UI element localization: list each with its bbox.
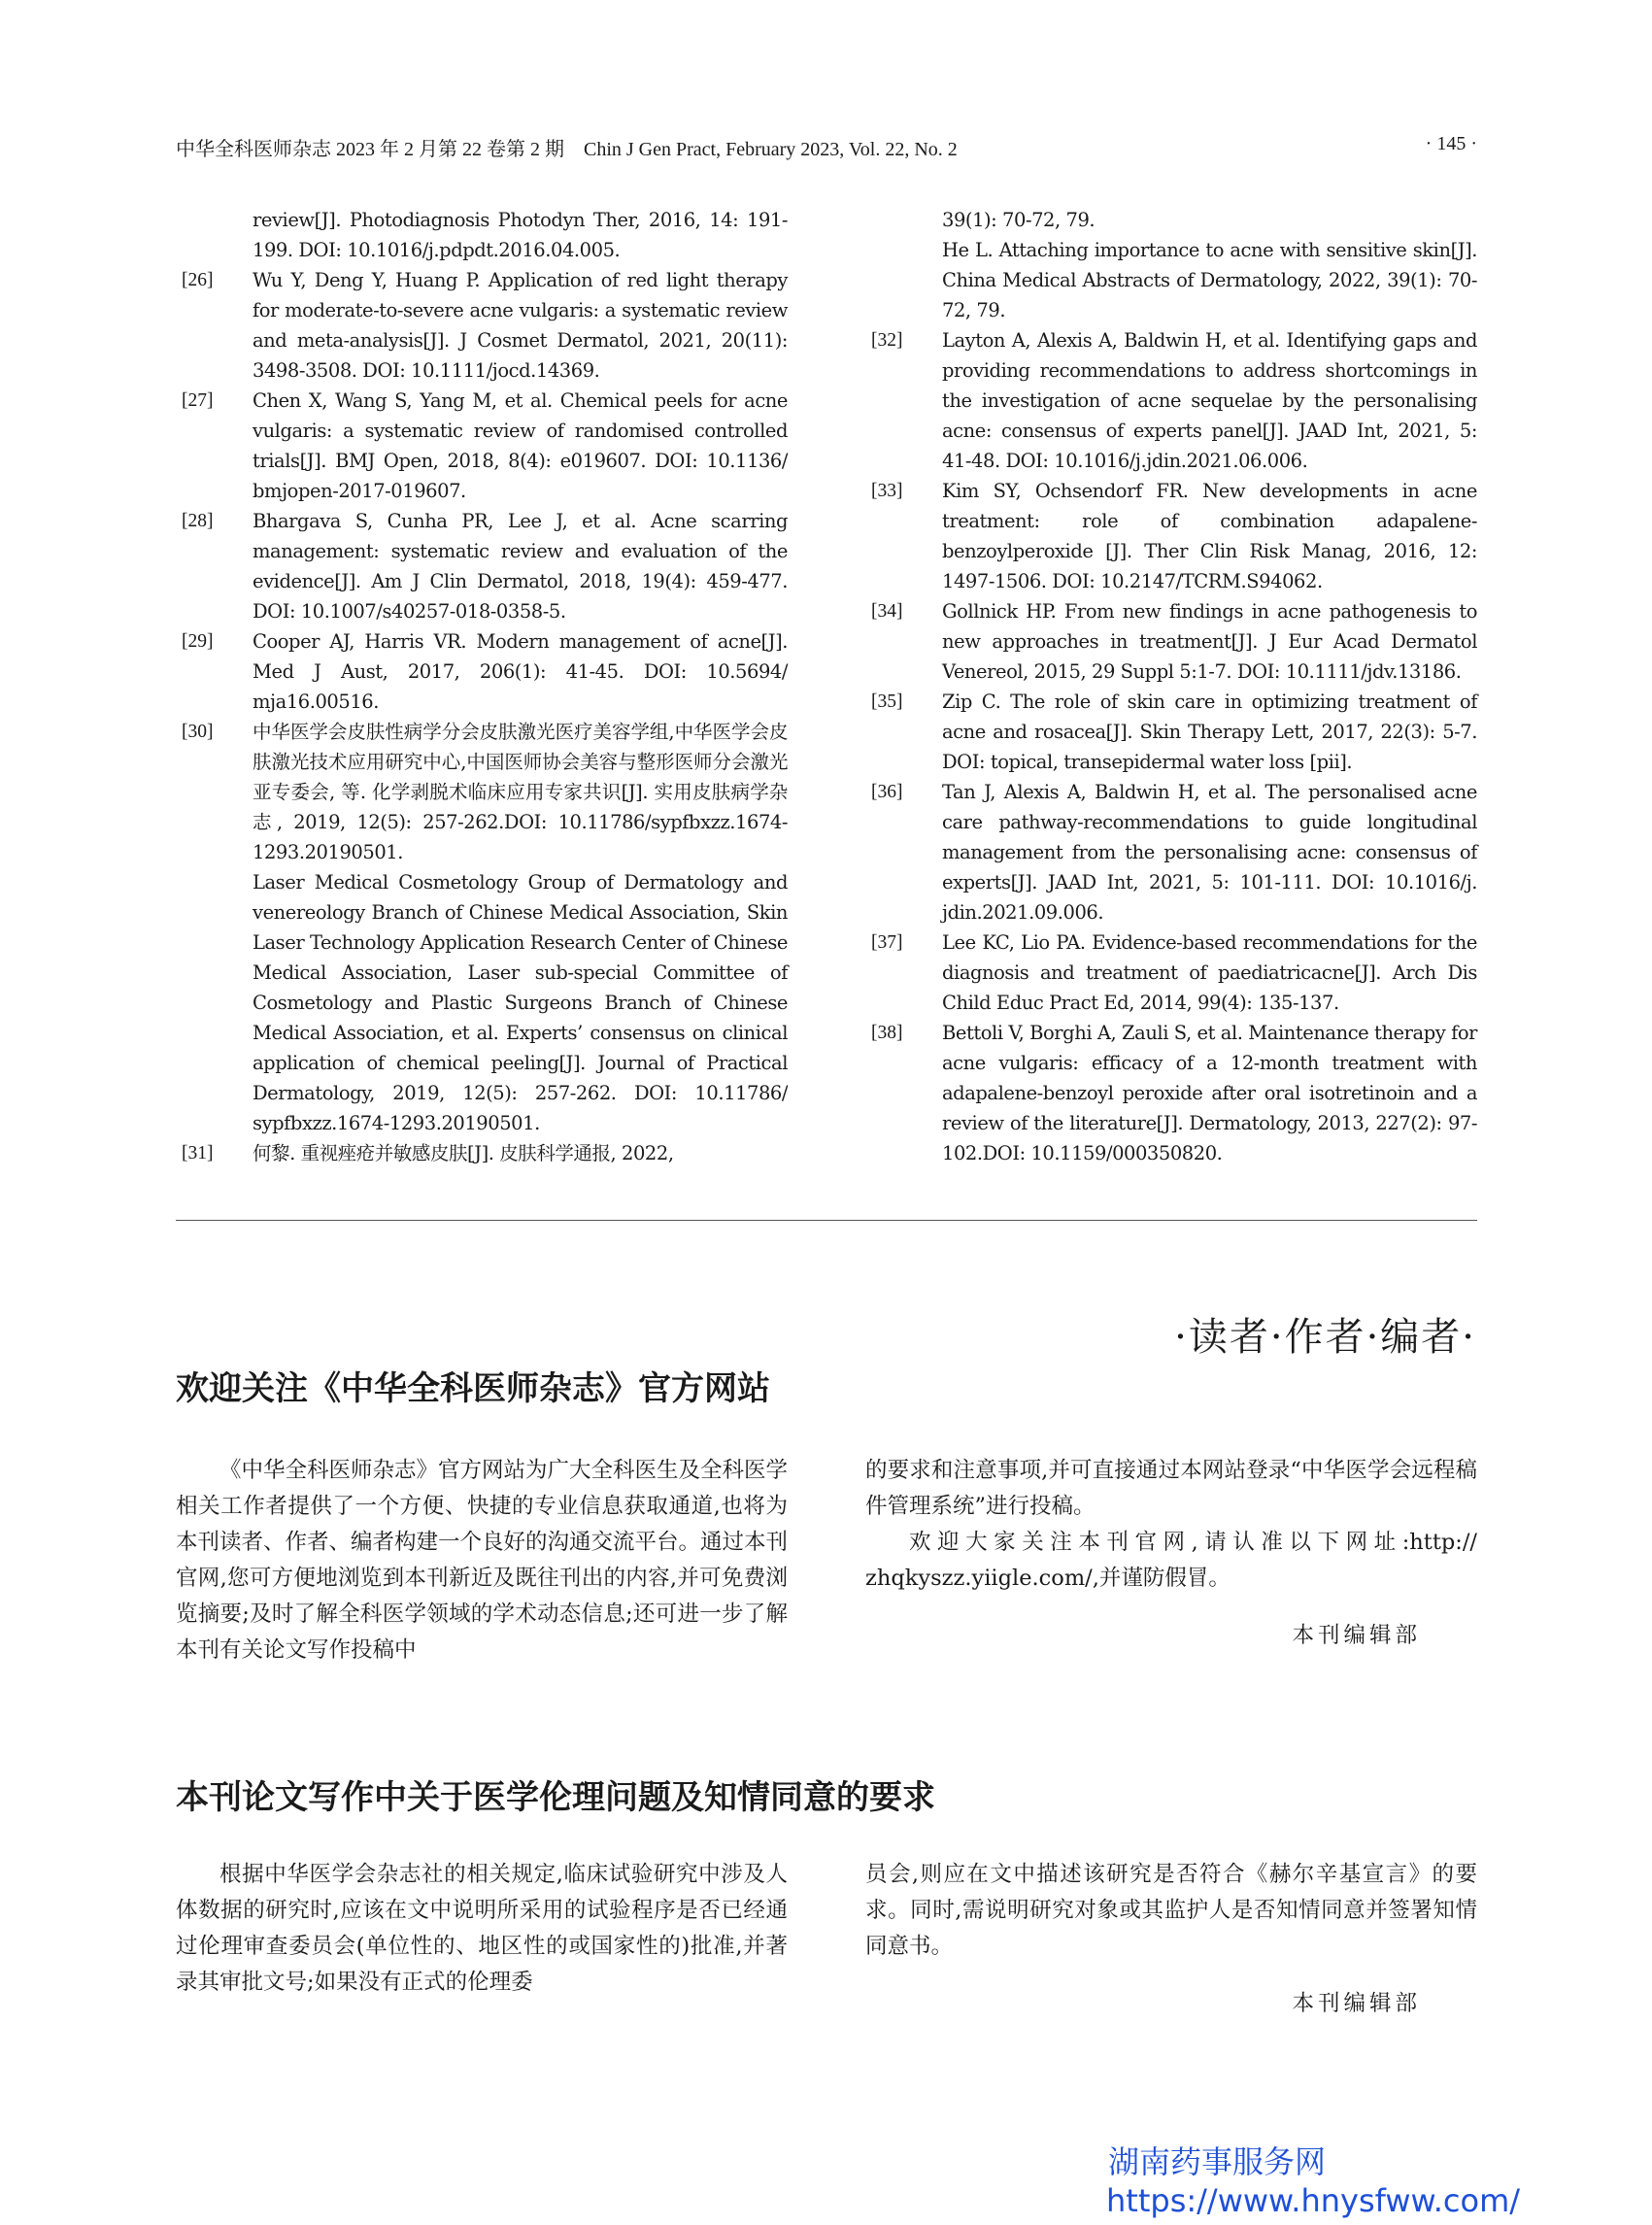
reference-number: [33] xyxy=(871,481,903,501)
reference-item xyxy=(871,325,1477,476)
page-number: · 145 · xyxy=(1425,133,1477,154)
reference-text: Zip C. The role of skin care in optimizing treatment of acne and rosacea[J]. Skin Therapy Lett, 2017, 22(3): 5-7. DOI: topical, transepidermal water loss [pii]. xyxy=(942,691,1477,773)
reference-text: 39(1): 70-72, 79. xyxy=(942,209,1096,231)
reference-text: Wu Y, Deng Y, Huang P. Application of red light therapy for moderate-to-severe acne vulgaris: a systematic review and meta-analysis[J]. J Cosmet Dermatol, 2021, 20(11): 3498-3508. DOI: 10.1111/jocd.14369. xyxy=(253,269,788,382)
notice-ethics-body-right xyxy=(865,1857,1477,2022)
reference-number: [38] xyxy=(871,1023,903,1043)
signature: 本刊编辑部 xyxy=(1292,1623,1421,1648)
reference-number: [28] xyxy=(182,511,214,531)
reference-item xyxy=(182,205,788,265)
notice-website-body-left xyxy=(176,1453,788,1669)
paragraph: 《中华全科医师杂志》官方网站为广大全科医生及全科医学相关工作者提供了一个方便、快捷的专业信息获取通道,也将为本刊读者、作者、编者构建一个良好的沟通交流平台。通过本刊官网,您可方便地浏览到本刊新近及既往刊出的内容,并可免费浏览摘要;及时了解全科医学领域的学术动态信息;还可进一步了解本刊有关论文写作投稿中 xyxy=(176,1458,789,1663)
reference-item xyxy=(871,596,1477,687)
reference-item xyxy=(182,386,788,506)
notice-website-body-right xyxy=(865,1453,1477,1654)
running-header xyxy=(176,133,1477,162)
reference-text: 中华医学会皮肤性病学分会皮肤激光医疗美容学组,中华医学会皮肤激光技术应用研究中心,中国医师协会美容与整形医师分会激光亚专委会, 等. 化学剥脱术临床应用专家共识[J]. 实用皮肤病学杂志, 2019, 12(5): 257-262.DOI: 10.11786/sypfbxzz.1674-1293.20190501. xyxy=(253,721,788,863)
reference-text: Layton A, Alexis A, Baldwin H, et al. Identifying gaps and providing recommendations to address shortcomings in the investigation of acne sequelae by the personalising acne: consensus of experts panel[J]. JAAD Int, 2021, 5: 41-48. DOI: 10.1016/j.jdin.2021.06.006. xyxy=(942,329,1477,472)
paragraph: 根据中华医学会杂志社的相关规定,临床试验研究中涉及人体数据的研究时,应该在文中说明所采用的试验程序是否已经通过伦理审查委员会(单位性的、地区性的或国家性的)批准,并著录其审批文号;如果没有正式的伦理委 xyxy=(176,1862,788,1995)
reference-item xyxy=(182,506,788,626)
reference-number: [26] xyxy=(182,270,214,290)
reference-item xyxy=(871,687,1477,777)
section-divider xyxy=(176,1220,1477,1221)
reference-item xyxy=(871,1018,1477,1168)
reference-text: Bettoli V, Borghi A, Zauli S, et al. Maintenance therapy for acne vulgaris: efficacy of a 12-month treatment with adapalene-benzoyl peroxide after oral isotretinoin and a review of the literature[J]. Dermatology, 2013, 227(2): 97-102.DOI: 10.1159/000350820. xyxy=(942,1022,1477,1164)
reference-list-left xyxy=(182,205,788,1168)
reference-list-right xyxy=(871,205,1477,1168)
reference-number: [36] xyxy=(871,782,903,802)
reference-number: [37] xyxy=(871,932,903,953)
reference-item xyxy=(871,476,1477,596)
reference-text: He L. Attaching importance to acne with sensitive skin[J]. China Medical Abstracts of Dermatology, 2022, 39(1): 70-72, 79. xyxy=(942,239,1477,321)
reference-item xyxy=(182,717,788,867)
reference-number: [29] xyxy=(182,631,214,652)
paragraph: 员会,则应在文中描述该研究是否符合《赫尔辛基宣言》的要求。同时,需说明研究对象或其监护人是否知情同意并签署知情同意书。 xyxy=(865,1862,1477,1959)
watermark-url: https://www.hnysfww.com/ xyxy=(1106,2182,1521,2219)
reference-text: Chen X, Wang S, Yang M, et al. Chemical peels for acne vulgaris: a systematic review of randomised controlled trials[J]. BMJ Open, 2018, 8(4): e019607. DOI: 10.1136/ bmjopen-2017-019607. xyxy=(253,389,788,502)
reference-item xyxy=(871,927,1477,1018)
reference-number: [31] xyxy=(182,1143,214,1163)
reference-text: 何黎. 重视痤疮并敏感皮肤[J]. 皮肤科学通报, 2022, xyxy=(253,1142,674,1164)
reference-text: Cooper AJ, Harris VR. Modern management of acne[J]. Med J Aust, 2017, 206(1): 41-45. DOI: 10.5694/ mja16.00516. xyxy=(253,630,788,713)
reference-text: Bhargava S, Cunha PR, Lee J, et al. Acne scarring management: systematic review and evaluation of the evidence[J]. Am J Clin Dermatol, 2018, 19(4): 459-477. DOI: 10.1007/s40257-018-0358-5. xyxy=(253,510,788,623)
reference-number: [35] xyxy=(871,691,903,712)
reference-number: [34] xyxy=(871,601,903,622)
column-title: ·读者·作者·编者· xyxy=(1174,1315,1476,1360)
notice-title-website: 欢迎关注《中华全科医师杂志》官方网站 xyxy=(176,1369,770,1408)
reference-text: Tan J, Alexis A, Baldwin H, et al. The personalised acne care pathway-recommendations to guide longitudinal management from the personalising acne: consensus of experts[J]. JAAD Int, 2021, 5: 101-111. DOI: 10.1016/j. jdin.2021.09.006. xyxy=(942,781,1477,924)
watermark xyxy=(1106,2142,1520,2220)
notice-title-ethics: 本刊论文写作中关于医学伦理问题及知情同意的要求 xyxy=(176,1778,935,1817)
signature: 本刊编辑部 xyxy=(1292,1991,1421,2016)
watermark-site-name: 湖南药事服务网 xyxy=(1108,2143,1327,2180)
reference-item xyxy=(182,626,788,717)
reference-number: [27] xyxy=(182,390,214,411)
paragraph: 欢迎大家关注本刊官网,请认准以下网址:http:// zhqkyszz.yiigle.com/,并谨防假冒。 xyxy=(865,1530,1477,1591)
reference-text: Gollnick HP. From new findings in acne pathogenesis to new approaches in treatment[J]. J Eur Acad Dermatol Venereol, 2015, 29 Suppl 5:1-7. DOI: 10.1111/jdv.13186. xyxy=(942,600,1477,683)
reference-item xyxy=(182,867,788,1138)
reference-item xyxy=(871,235,1477,325)
reference-text: Lee KC, Lio PA. Evidence-based recommendations for the diagnosis and treatment of paediatricacne[J]. Arch Dis Child Educ Pract Ed, 2014, 99(4): 135-137. xyxy=(942,931,1477,1014)
reference-item xyxy=(871,777,1477,927)
paragraph: 的要求和注意事项,并可直接通过本网站登录“中华医学会远程稿件管理系统”进行投稿。 xyxy=(865,1458,1477,1519)
journal-header: 中华全科医师杂志 2023 年 2 月第 22 卷第 2 期 Chin J Gen Pract, February 2023, Vol. 22, No. 2 xyxy=(176,139,958,160)
reference-item xyxy=(182,1138,788,1168)
reference-text: Kim SY, Ochsendorf FR. New developments in acne treatment: role of combination adapalene-benzoylperoxide [J]. Ther Clin Risk Manag, 2016, 12: 1497-1506. DOI: 10.2147/TCRM.S94062. xyxy=(942,480,1477,592)
reference-item xyxy=(871,205,1477,235)
notice-ethics-body-left xyxy=(176,1857,788,2001)
reference-number: [30] xyxy=(182,722,214,742)
reference-text: Laser Medical Cosmetology Group of Dermatology and venereology Branch of Chinese Medical Association, Skin Laser Technology Application Research Center of Chinese Medical Association, Laser sub-special Committee of Cosmetology and Plastic Surgeons Branch of Chinese Medical Association, et al. Experts’ consensus on clinical application of chemical peeling[J]. Journal of Practical Dermatology, 2019, 12(5): 257-262. DOI: 10.11786/ sypfbxzz.1674-1293.20190501. xyxy=(253,871,788,1134)
reference-item xyxy=(182,265,788,386)
reference-text: review[J]. Photodiagnosis Photodyn Ther, 2016, 14: 191-199. DOI: 10.1016/j.pdpdt.2016.04.005. xyxy=(253,209,788,261)
reference-number: [32] xyxy=(871,330,903,351)
